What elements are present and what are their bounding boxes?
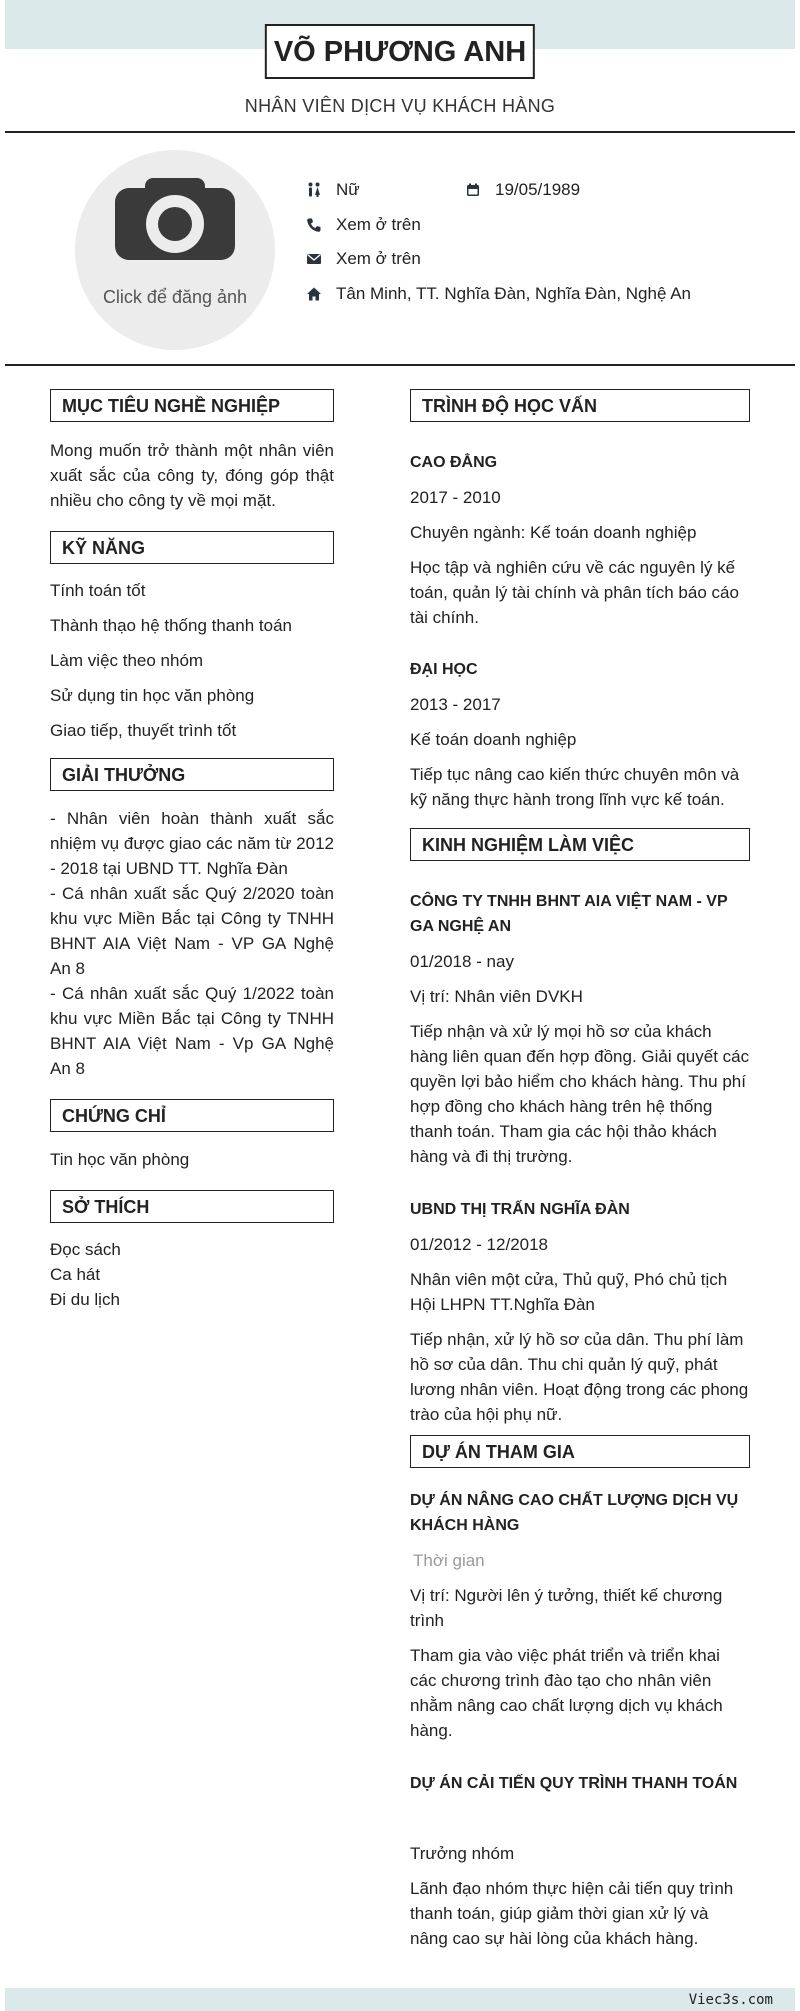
experience-company: UBND THỊ TRẤN NGHĨA ĐÀN [410,1201,630,1218]
education-major: Kế toán doanh nghiệp [410,730,577,749]
award-item: - Nhân viên hoàn thành xuất sắc nhiệm vụ được giao các năm từ 2012 - 2018 tại UBND TT. Nghĩa Đàn [50,809,334,878]
contact-divider [5,364,795,366]
contact-email [306,249,421,269]
phone-value: Xem ở trên [336,215,421,234]
education-major: Chuyên ngành: Kế toán doanh nghiệp [410,523,697,542]
hobby-item: Đi du lịch [50,1290,120,1309]
hobbies-list [50,1237,334,1312]
job-title: NHÂN VIÊN DỊCH VỤ KHÁCH HÀNG [244,96,556,116]
education-school: CAO ĐẲNG [410,454,498,471]
birthday-value: 19/05/1989 [495,180,581,199]
certificate-item: Tin học văn phòng [50,1150,190,1169]
awards-list [50,806,334,1081]
experience-period: 01/2018 - nay [410,952,514,971]
project-period: Thời gian [413,1551,485,1570]
education-description: Tiếp tục nâng cao kiến thức chuyên môn và kỹ năng thực hành trong lĩnh vực kế toán. [410,765,740,809]
projects-heading: DỰ ÁN THAM GIA [410,1435,750,1468]
experience-position: Nhân viên một cửa, Thủ quỹ, Phó chủ tịch Hội LHPN TT.Nghĩa Đàn [410,1270,728,1314]
project-description: Lãnh đạo nhóm thực hiện cải tiến quy trình thanh toán, giúp giảm thời gian xử lý và nâng cao sự hài lòng của khách hàng. [410,1879,734,1948]
avatar-upload[interactable] [75,150,275,350]
experience-period: 01/2012 - 12/2018 [410,1235,549,1254]
experience-description: Tiếp nhận, xử lý hồ sơ của dân. Thu phí làm hồ sơ của dân. Thu chi quản lý quỹ, phát lương nhân viên. Hoạt động trong các phong trào của hội phụ nữ. [410,1330,749,1424]
skills-heading: KỸ NĂNG [50,531,334,564]
skills-list [50,578,334,743]
contact-gender [306,180,360,200]
gender-value: Nữ [336,180,360,199]
award-item: - Cá nhân xuất sắc Quý 2/2020 toàn khu vực Miền Bắc tại Công ty TNHH BHNT AIA Việt Nam - VP GA Nghệ An 8 [50,884,334,978]
home-icon [306,286,322,302]
hobby-item: Ca hát [50,1265,101,1284]
project-entry [410,1488,750,1743]
hobbies-heading: SỞ THÍCH [50,1190,334,1223]
award-item: - Cá nhân xuất sắc Quý 1/2022 toàn khu vực Miền Bắc tại Công ty TNHH BHNT AIA Việt Nam - Vp GA Nghệ An 8 [50,984,334,1078]
header-divider [5,131,795,133]
left-column [50,389,334,1312]
education-entry [410,657,750,812]
skill-item: Làm việc theo nhóm [50,651,204,670]
project-name: DỰ ÁN CẢI TIẾN QUY TRÌNH THANH TOÁN [410,1775,738,1792]
experience-heading: KINH NGHIỆM LÀM VIỆC [410,828,750,861]
education-period: 2013 - 2017 [410,695,501,714]
skill-item: Giao tiếp, thuyết trình tốt [50,721,237,740]
hobby-item: Đọc sách [50,1240,121,1259]
education-heading: TRÌNH ĐỘ HỌC VẤN [410,389,750,422]
envelope-icon [306,251,322,267]
avatar-label: Click để đăng ảnh [102,287,248,307]
contact-birthday [465,180,580,200]
skill-item: Thành thạo hệ thống thanh toán [50,616,292,635]
contact-address [306,284,691,304]
education-description: Học tập và nghiên cứu về các nguyên lý kế toán, quản lý tài chính và phân tích báo cáo tài chính. [410,558,739,627]
project-role: Trưởng nhóm [410,1844,515,1863]
calendar-icon [465,182,481,198]
experience-entry [410,1197,750,1427]
contact-phone [306,215,421,235]
experience-entry [410,889,750,1169]
experience-description: Tiếp nhận và xử lý mọi hồ sơ của khách hàng liên quan đến hợp đồng. Giải quyết các quyền lợi bảo hiểm cho khách hàng. Thu phí hợp đồng cho khách hàng trên hệ thống thanh toán. Tham gia các hội thảo khách hàng và đi thị trường. [410,1022,750,1166]
project-entry [410,1771,750,1951]
email-value: Xem ở trên [336,249,421,268]
phone-icon [306,217,322,233]
project-description: Tham gia vào việc phát triển và triển khai các chương trình đào tạo cho nhân viên nhằm nâng cao chất lượng dịch vụ khách hàng. [410,1646,723,1740]
experience-position: Vị trí: Nhân viên DVKH [410,987,583,1006]
skill-item: Sử dụng tin học văn phòng [50,686,255,705]
address-value: Tân Minh, TT. Nghĩa Đàn, Nghĩa Đàn, Nghệ An [336,284,691,303]
footer-band [5,1988,795,2011]
experience-company: CÔNG TY TNHH BHNT AIA VIỆT NAM - VP GA NGHỆ AN [410,893,728,935]
project-role: Vị trí: Người lên ý tưởng, thiết kế chương trình [410,1586,723,1630]
objective-heading: MỤC TIÊU NGHỀ NGHIỆP [50,389,334,422]
education-school: ĐẠI HỌC [410,661,478,678]
project-name: DỰ ÁN NÂNG CAO CHẤT LƯỢNG DỊCH VỤ KHÁCH HÀNG [410,1492,739,1534]
right-column [410,389,750,1951]
skill-item: Tính toán tốt [50,581,146,600]
awards-heading: GIẢI THƯỞNG [50,758,334,791]
certificates-heading: CHỨNG CHỈ [50,1099,334,1132]
education-entry [410,450,750,630]
watermark: Viec3s.com [688,1992,773,2008]
education-period: 2017 - 2010 [410,488,501,507]
objective-text: Mong muốn trở thành một nhân viên xuất sắc của công ty, đóng góp thật nhiều cho công ty về mọi mặt. [50,441,334,510]
gender-icon [306,182,322,198]
candidate-name: VÕ PHƯƠNG ANH [265,24,535,79]
